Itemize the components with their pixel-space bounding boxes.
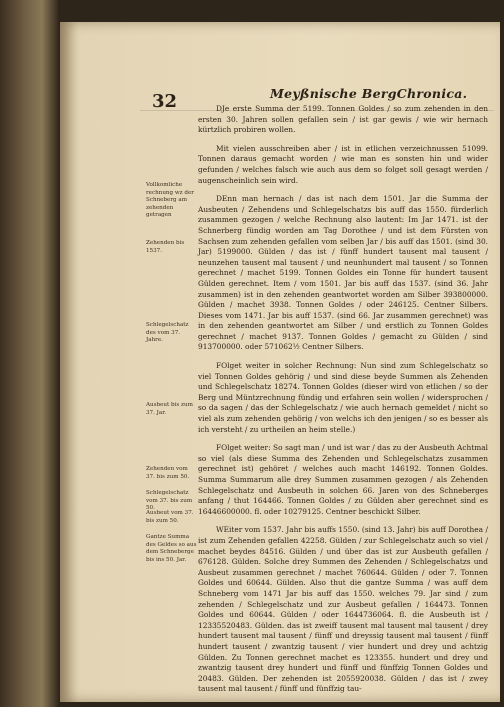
page-number: 32 [152,91,178,112]
paragraph: Mit vielen ausschreiben aber / ist in etlichen verzeichnussen 51099. Tonnen daraus gemacht worden / wie man es sonsten hin und wider gefunden / welches falsch wie auch aus dem so folget soll gesagt werden / augenscheinlich sein wird. [198,143,488,185]
marginal-note: Schlegelschatz des vom 37. Jahre. [146,322,189,344]
marginal-note: Schlegelschatz vom 37. bis zum 50. [146,490,193,512]
paragraph: WEiter vom 1537. Jahr bis auffs 1550. (sind 13. Jahr) bis auff Dorothea / ist zum Zehenden gefallen 42258. Gülden / zur Schlegelschatz auch so viel / machet beydes 84516. Gülden / und über das ist zur Ausbeuth gefallen / 676128. Gülden. Solche drey Summen des Zehenden / Schlegelschatzs und Ausbeut zusammen gerechnet / machet 760644. Gülden / oder 7. Tonnen Goldes und 60644. Gülden. Also thut die gantze Summa / was auff dem Schneberg vom 1471 Jar bis auff das 1550. welches 79. Jar sind / zum zehenden / Schlegelschatz und zur Ausbeut gefallen / 164473. Tonnen Goldes und 60644. Gülden / oder 1644736064. fl. die Ausbeuth ist / 12335520483. Gülden. das ist zweiff tausent mal tausent mal tausent / drey hundert tausent mal tausent / fünff und dreyssig tausent mal tausent / fünff hundert tausent / zwantzig tausent / vier hundert und drey und achtzig Gülden. Zu Tonnen gerechnet machet es 123355. hundert und drey und zwantzig tausent drey hundert und fünff und fünffzig Tonnen Goldes und 20483. Gülden. Der zehenden ist 2055920038. Gülden / das ist / zwey tausent mal tausent / fünff und fünffzig tau- [198,525,488,694]
paragraph: FOlget weiter: So sagt man / und ist war / das zu der Ausbeuth Achtmal so viel (als diese Summa des Zehenden und Schlegelschatzs zusammen gerechnet ist) gehöret / welches auch macht 146192. Tonnen Goldes. Summa Summarum alle drey Summen zusammen gezogen / als Zehenden Schlegelschatz und Ausbeuth in solchen 66. Jaren von des Schneberges anfang / thut 164466. Tonnen Goldes / zu Gülden aber gerechnet sind es 16446600000. fl. oder 10279125. Centner beschickt Silber. [198,443,488,516]
marginal-note: Ausbeut vom 37. bis zum 50. [146,510,194,524]
paragraph: FOlget weiter in solcher Rechnung: Nun sind zum Schlegelschatz so viel Tonnen Goldes gehörig / und sind diese beyde Summen als Zehenden und Schlegelschatz 18274. Tonnen Goldes (dieser wird von etlichen / so der Berg und Müntzrechnung fündig und erfahren sein wollen / widersprochen / so da sagen / das der Schlegelschatz / wie auch hernach gemeldet / nicht so viel als zum zehenden gehörig / von welchs ich den jenigen / so es besser als ich versteht / zu urtheilen an heim stelle.) [198,361,488,434]
main-text-block [198,100,488,703]
paragraph: DJe erste Summa der 5199. Tonnen Goldes / so zum zehenden in den ersten 30. Jahren sollen gefallen sein / ist gar gewis / wie wir hernach kürtzlich probiren wollen. [198,104,488,135]
book-spine-edge [0,0,60,707]
marginal-note: Ausbeut bis zum 37. Jar. [146,402,193,416]
paragraph: DEnn man hernach / das ist nach dem 1501. Jar die Summa der Ausbeuten / Zehendens und Schlegelschatzs bis auff das 1550. fürderlich zusammen gezogen / welche Rechnung also lautent: Im Jar 1471. ist der Schnerberg fündig worden am Tag Dorothee / und ist dem Fürsten von Sachsen zum zehenden gefallen vom selben Jar / bis auff das 1501. (sind 30. Jar) 5199000. Gülden / das ist / fünff hundert tausent mal tausent / neunzehen tausent mal tausent / und neunhundert mal tausent / so Tonnen gerechnet / machet 5199. Tonnen Goldes ein Tonne für hundert tausent Gülden gerechnet. Item / vom 1501. Jar bis auff das 1537. (sind 36. Jahr zusammen) ist in den zehenden geantwortet worden am Silber 393800000. Gülden / machet 3938. Tonnen Goldes / oder 246125. Centner Silbers. Dieses vom 1471. Jar bis auff 1537. (sind 66. Jar zusammen gerechnet) was in den zehenden geantwortet am Silber / und erstlich zu Tonnen Goldes gerechnet / machet 9137. Tonnen Goldes / gemacht zu Gülden / sind 913700000. oder 571062½ Centner Silbers. [198,194,488,352]
marginal-note: Zehenden bis 1537. [146,240,185,254]
marginal-note: Gantze Summa des Geldes so aus dem Schneberge bis ins 50. Jar. [146,534,197,563]
running-head: Meyßnische BergChronica. [270,86,468,101]
marginal-note: Zehenden vom 37. bis zum 50. [146,466,190,480]
marginal-note: Vollkomliche rechnung wz der Schneberg am zehenden getragen [146,182,194,219]
